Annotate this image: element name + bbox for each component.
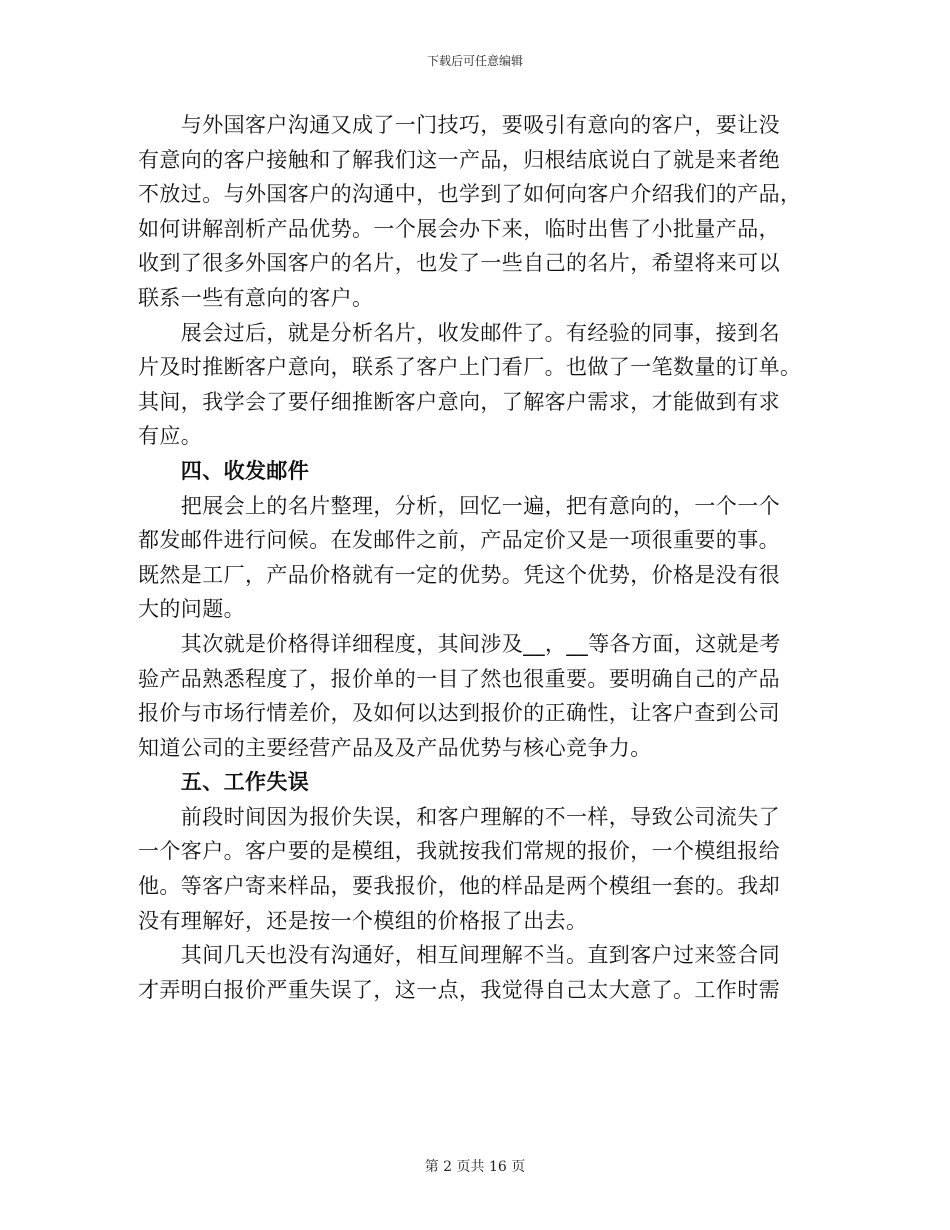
text-line: 报价与市场行情差价，及如何以达到报价的正确性，让客户查到公司 bbox=[138, 701, 780, 726]
text-line: 一个客户。客户要的是模组，我就按我们常规的报价，一个模组报给 bbox=[138, 839, 780, 864]
text-line: 其间，我学会了要仔细推断客户意向，了解客户需求，才能做到有求 bbox=[138, 389, 780, 414]
text-line: 展会过后，就是分析名片，收发邮件了。有经验的同事，接到名 bbox=[138, 320, 780, 345]
text-line: 大的问题。 bbox=[138, 597, 245, 622]
text-line: 其间几天也没有沟通好，相互间理解不当。直到客户过来签合同 bbox=[138, 943, 780, 968]
text-line: 有应。 bbox=[138, 424, 203, 449]
text-line: 才弄明白报价严重失误了，这一点，我觉得自己太大意了。工作时需 bbox=[138, 977, 780, 1002]
text-line: 前段时间因为报价失误，和客户理解的不一样，导致公司流失了 bbox=[138, 804, 780, 829]
text-line: 知道公司的主要经营产品及及产品优势与核心竞争力。 bbox=[138, 735, 652, 760]
text-line: 联系一些有意向的客户。 bbox=[138, 285, 374, 310]
text-line: 都发邮件进行问候。在发邮件之前，产品定价又是一项很重要的事。 bbox=[138, 528, 780, 553]
section-heading: 四、收发邮件 bbox=[138, 458, 310, 483]
text-line: 如何讲解剖析产品优势。一个展会办下来，临时出售了小批量产品， bbox=[138, 216, 780, 241]
text-line: 收到了很多外国客户的名片，也发了一些自己的名片，希望将来可以 bbox=[138, 251, 780, 276]
text-line: 与外国客户沟通又成了一门技巧，要吸引有意向的客户，要让没 bbox=[138, 113, 780, 137]
text-line: 其次就是价格得详细程度，其间涉及__，__等各方面，这就是考 bbox=[138, 631, 781, 656]
page-footer: 第 2 页共 16 页 bbox=[424, 1159, 526, 1175]
text-line: 有意向的客户接触和了解我们这一产品，归根结底说白了就是来者绝 bbox=[138, 147, 780, 172]
text-line: 既然是工厂，产品价格就有一定的优势。凭这个优势，价格是没有很 bbox=[138, 562, 780, 587]
document-body bbox=[138, 108, 808, 1007]
text-line: 他。等客户寄来样品，要我报价，他的样品是两个模组一套的。我却 bbox=[138, 874, 780, 899]
text-line: 没有理解好，还是按一个模组的价格报了出去。 bbox=[138, 908, 588, 933]
text-line: 把展会上的名片整理，分析，回忆一遍，把有意向的，一个一个 bbox=[138, 493, 780, 518]
page-header: 下载后可任意编辑 bbox=[426, 54, 523, 68]
text-line: 不放过。与外国客户的沟通中，也学到了如何向客户介绍我们的产品， bbox=[138, 182, 802, 207]
section-heading: 五、工作失误 bbox=[138, 770, 310, 795]
text-line: 验产品熟悉程度了，报价单的一目了然也很重要。要明确自己的产品 bbox=[138, 666, 780, 691]
text-line: 片及时推断客户意向，联系了客户上门看厂。也做了一笔数量的订单。 bbox=[138, 355, 802, 380]
